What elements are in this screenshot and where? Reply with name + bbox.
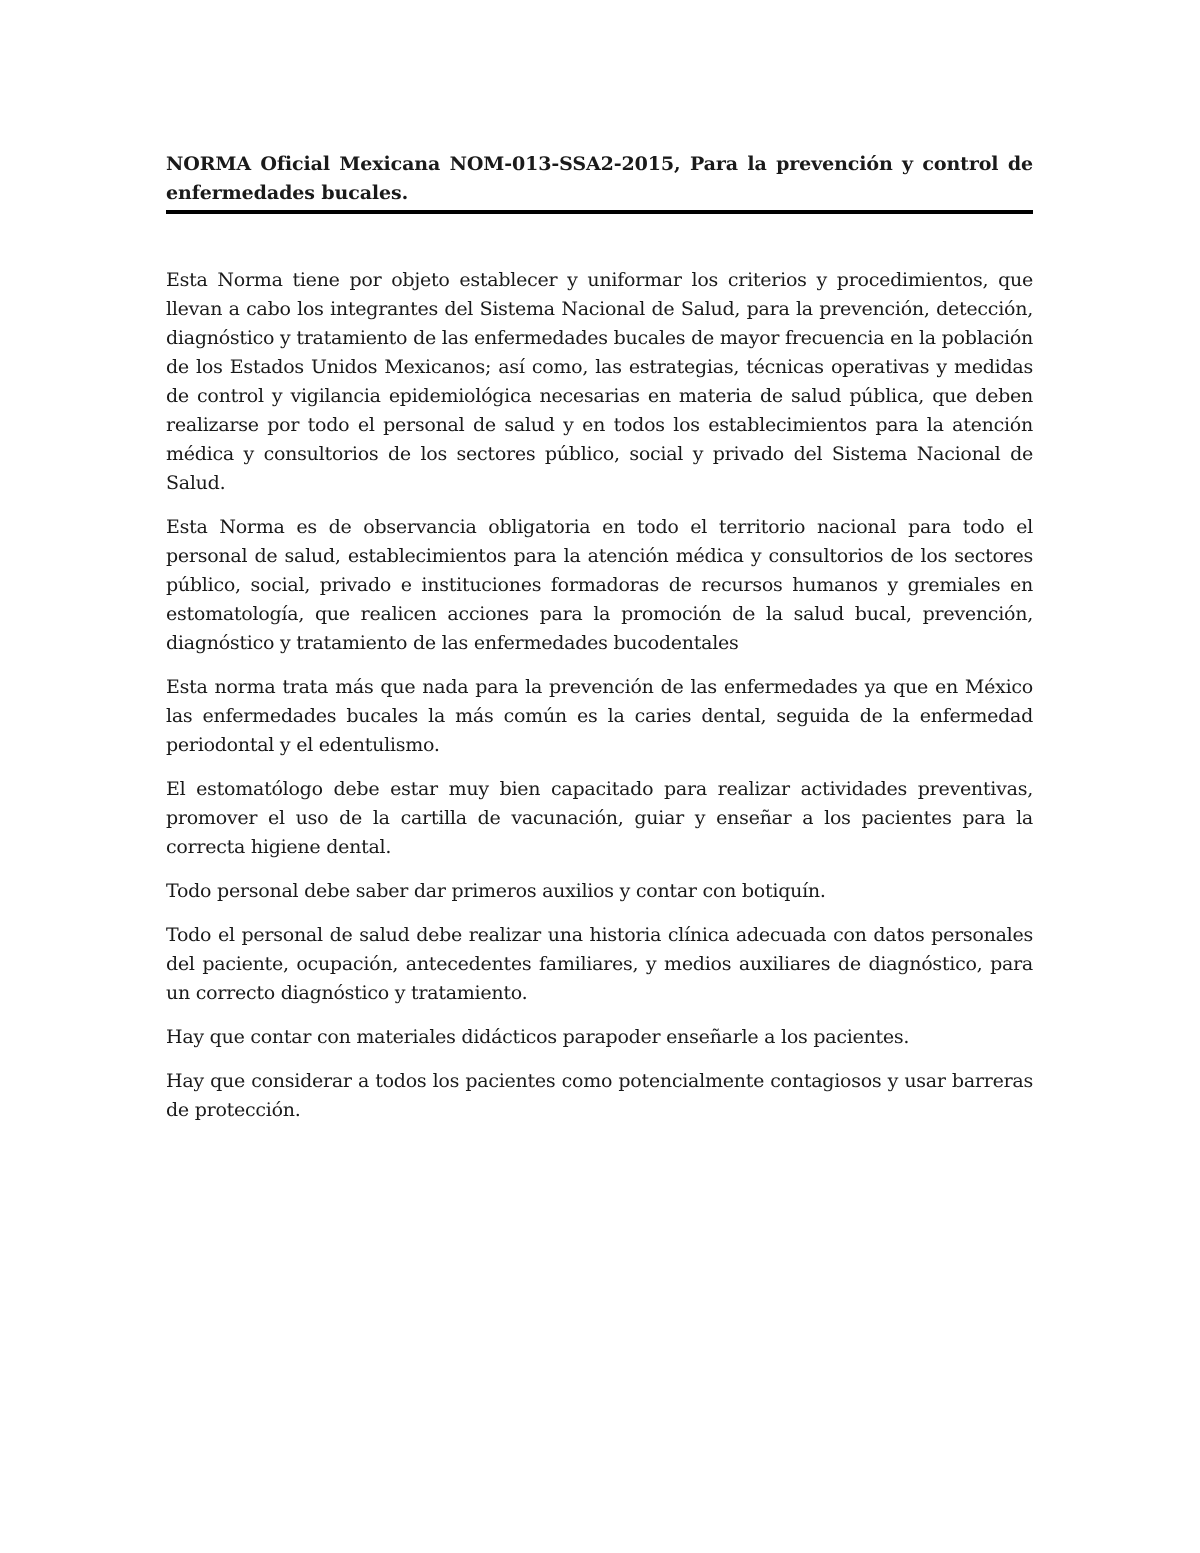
paragraph-objective: Esta Norma tiene por objeto establecer y uniformar los criterios y procedimientos, que llevan a cabo los integrantes del Sistema Nacional de Salud, para la prevención, detección, diagnóstico y tratamiento de las enfermedades bucales de mayor frecuencia en la población de los Estados Unidos Mexicanos; así como, las estrategias, técnicas operativas y medidas de control y vigilancia epidemiológica necesarias en materia de salud pública, que deben realizarse por todo el personal de salud y en todos los establecimientos para la atención médica y consultorios de los sectores público, social y privado del Sistema Nacional de Salud. [166,269,1033,494]
paragraph-prevention: Esta norma trata más que nada para la prevención de las enfermedades ya que en México las enfermedades bucales la más común es la caries dental, seguida de la enfermedad periodontal y el edentulismo. [166,676,1033,756]
paragraph-didactic-materials: Hay que contar con materiales didácticos parapoder enseñarle a los pacientes. [166,1026,910,1048]
paragraph-first-aid: Todo personal debe saber dar primeros auxilios y contar con botiquín. [166,880,826,902]
paragraph-stomatologist: El estomatólogo debe estar muy bien capacitado para realizar actividades preventivas, promover el uso de la cartilla de vacunación, guiar y enseñar a los pacientes para la correcta higiene dental. [166,778,1033,858]
document-content [166,150,1033,1140]
document-body [166,266,1033,1125]
paragraph-clinical-history: Todo el personal de salud debe realizar una historia clínica adecuada con datos personales del paciente, ocupación, antecedentes familiares, y medios auxiliares de diagnóstico, para un correcto diagnóstico y tratamiento. [166,924,1033,1004]
paragraph-protection-barriers: Hay que considerar a todos los pacientes como potencialmente contagiosos y usar barreras de protección. [166,1070,1033,1121]
document-title: NORMA Oficial Mexicana NOM-013-SSA2-2015, Para la prevención y control de enfermedades bucales. [166,150,1033,214]
paragraph-scope: Esta Norma es de observancia obligatoria en todo el territorio nacional para todo el personal de salud, establecimientos para la atención médica y consultorios de los sectores público, social, privado e instituciones formadoras de recursos humanos y gremiales en estomatología, que realicen acciones para la promoción de la salud bucal, prevención, diagnóstico y tratamiento de las enfermedades bucodentales [166,516,1033,654]
